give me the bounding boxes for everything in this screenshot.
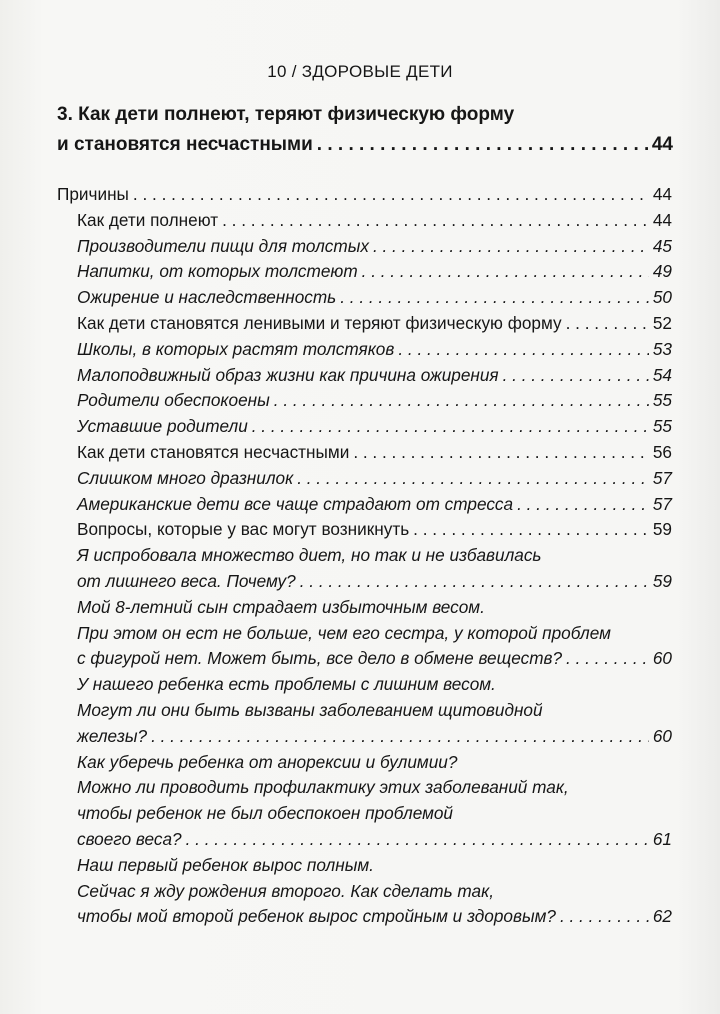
leader-dots — [297, 466, 649, 492]
chapter-page-number: 44 — [651, 134, 673, 155]
toc-entry — [57, 492, 672, 518]
toc-entry-row — [77, 363, 672, 389]
toc-entry-text: Причины — [57, 184, 129, 204]
chapter-title-line1: 3. Как дети полнеют, теряют физическую форму — [57, 104, 515, 125]
toc-entry-text: с фигурой нет. Может быть, все дело в обмене веществ? — [77, 648, 563, 669]
leader-dots — [503, 363, 649, 389]
toc-entry — [57, 285, 672, 311]
toc-page-number: 56 — [652, 441, 672, 462]
leader-dots — [362, 259, 649, 285]
toc-entry-text: Школы, в которых растят толстяков — [77, 338, 395, 359]
toc-entry-text: Как дети полнеют — [77, 209, 219, 230]
leader-dots — [252, 414, 649, 440]
toc-entry — [57, 750, 672, 853]
toc-entry-text: Родители обеспокоены — [77, 390, 270, 411]
leader-dots — [186, 827, 649, 853]
toc-entry-text: Производители пищи для толстых — [77, 235, 369, 256]
toc-entry-row — [77, 388, 672, 414]
toc-entry — [57, 234, 672, 260]
toc-entry-row — [77, 517, 672, 543]
toc-entry — [57, 208, 672, 234]
toc-entry-text: своего веса? — [77, 828, 182, 849]
toc-page-number: 50 — [652, 287, 672, 308]
toc-entry-text: При этом он ест не больше, чем его сестра, у которой проблем — [77, 622, 611, 643]
toc-entry-text: Американские дети все чаще страдают от стресса — [77, 493, 514, 514]
toc-page-number: 59 — [652, 570, 672, 591]
toc-page-number: 61 — [652, 828, 672, 849]
leader-dots — [222, 208, 649, 234]
toc-page-number: 57 — [652, 493, 672, 514]
toc-entry-text: Могут ли они быть вызваны заболеванием щитовидной — [77, 699, 543, 720]
toc-entry-row — [77, 208, 672, 234]
toc-entry-text: Ожирение и наследственность — [77, 287, 337, 308]
toc-entry-row — [77, 337, 672, 363]
leader-dots — [133, 182, 649, 208]
toc-entry — [57, 595, 672, 672]
toc-entry — [57, 363, 672, 389]
leader-dots — [566, 311, 649, 337]
toc-entry — [57, 853, 672, 930]
toc-page-number: 55 — [652, 390, 672, 411]
toc-page-number: 44 — [652, 184, 672, 204]
toc-entry-text: железы? — [77, 725, 148, 746]
toc-entry-row — [77, 724, 672, 750]
running-head: 10 / ЗДОРОВЫЕ ДЕТИ — [267, 62, 453, 81]
toc-entry-row — [77, 827, 672, 853]
toc-entry-text: Вопросы, которые у вас могут возникнуть — [77, 519, 410, 540]
leader-dots — [274, 388, 649, 414]
chapter-title-line2: и становятся несчастными — [57, 134, 313, 155]
toc-entry — [57, 311, 672, 337]
toc-entry-text: Малоподвижный образ жизни как причина ожирения — [77, 364, 499, 385]
toc-entry-text: Сейчас я жду рождения второго. Как сделать так, — [77, 880, 494, 901]
toc-entry-text: Слишком много дразнилок — [77, 467, 294, 488]
leader-dots — [413, 517, 649, 543]
toc-entry-text: Наш первый ребенок вырос полным. — [77, 854, 374, 875]
toc-page-number: 54 — [652, 364, 672, 385]
toc-page-number: 49 — [652, 261, 672, 282]
toc-entry-row — [77, 646, 672, 672]
leader-dots — [517, 492, 649, 518]
toc-entry-text: Уставшие родители — [77, 416, 248, 437]
toc-entry-row — [77, 414, 672, 440]
toc-entry — [57, 414, 672, 440]
toc-entry — [57, 337, 672, 363]
toc-entry — [57, 672, 672, 749]
toc-entry — [57, 543, 672, 595]
leader-dots — [300, 569, 649, 595]
toc-entry-row — [77, 466, 672, 492]
toc-entry — [57, 182, 672, 208]
toc-page-number: 45 — [652, 235, 672, 256]
toc-entry-text: Мой 8-летний сын страдает избыточным весом. — [77, 596, 485, 617]
toc-entry-row — [77, 234, 672, 260]
toc-entry-text: чтобы ребенок не был обеспокоен проблемой — [77, 803, 453, 824]
chapter-title-row — [57, 130, 673, 160]
toc-page-number: 59 — [652, 519, 672, 540]
toc-page-number: 53 — [652, 338, 672, 359]
toc-page-number: 60 — [652, 725, 672, 746]
toc-entry-text: Как дети становятся несчастными — [77, 441, 350, 462]
chapter-heading — [57, 100, 673, 160]
leader-dots — [151, 724, 649, 750]
toc-entry — [57, 517, 672, 543]
toc-entry-row — [77, 569, 672, 595]
toc-page-number: 62 — [652, 906, 672, 927]
toc-entry-text: чтобы мой второй ребенок вырос стройным и здоровым? — [77, 906, 556, 927]
leader-dots — [373, 234, 649, 260]
toc-entry-row — [77, 285, 672, 311]
toc-page-number: 44 — [652, 209, 672, 230]
toc-entry-text: Как уберечь ребенка от анорексии и булимии? — [77, 751, 458, 772]
toc-entry-text: Я испробовала множество диет, но так и не избавилась — [77, 545, 542, 566]
toc-entry-row — [77, 311, 672, 337]
toc-page-number: 52 — [652, 312, 672, 333]
toc-entry-text: от лишнего веса. Почему? — [77, 570, 296, 591]
toc-entry-text: Можно ли проводить профилактику этих заболеваний так, — [77, 777, 569, 798]
toc-entry — [57, 259, 672, 285]
toc-entry-text: Напитки, от которых толстеют — [77, 261, 358, 282]
toc-page-number: 55 — [652, 416, 672, 437]
leader-dots — [353, 440, 649, 466]
toc-entry-row — [57, 182, 672, 208]
toc-entry-row — [77, 259, 672, 285]
toc-entry-row — [77, 492, 672, 518]
leader-dots — [398, 337, 649, 363]
leader-dots — [566, 646, 649, 672]
toc-entries — [57, 182, 672, 930]
leader-dots — [560, 904, 649, 930]
toc-entry-row — [77, 904, 672, 930]
leader-dots — [317, 130, 648, 160]
toc-entry — [57, 388, 672, 414]
toc-entry-text: У нашего ребенка есть проблемы с лишним весом. — [77, 674, 496, 695]
leader-dots — [340, 285, 649, 311]
toc-page-number: 57 — [652, 467, 672, 488]
toc-entry-text: Как дети становятся ленивыми и теряют физическую форму — [77, 312, 562, 333]
toc-entry — [57, 440, 672, 466]
toc-entry — [57, 466, 672, 492]
toc-entry-row — [77, 440, 672, 466]
toc-page-number: 60 — [652, 648, 672, 669]
